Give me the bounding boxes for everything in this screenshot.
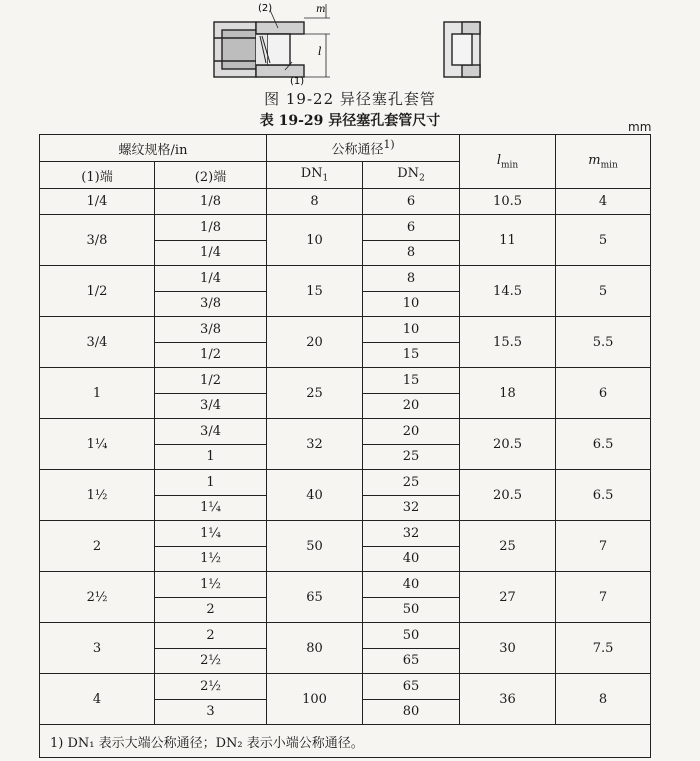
- cell-dn1: 15: [267, 266, 363, 317]
- cell-dn2: 15: [363, 368, 460, 394]
- cell-mmin: 4: [556, 189, 651, 215]
- header-thread-spec: 螺纹规格/in: [40, 135, 267, 162]
- header-dn2-sub: 2: [419, 173, 425, 184]
- cell-end2: 3: [155, 699, 267, 725]
- header-nominal-note: 1): [383, 138, 395, 152]
- cell-dn2: 65: [363, 648, 460, 674]
- cell-end2: 1/8: [155, 215, 267, 241]
- cell-end1: 2: [40, 521, 155, 572]
- cell-dn2: 25: [363, 470, 460, 496]
- cell-end2: 1¼: [155, 521, 267, 547]
- cell-mmin: 6.5: [556, 470, 651, 521]
- cell-end2: 1/2: [155, 342, 267, 368]
- cell-dn2: 8: [363, 266, 460, 292]
- header-lmin: [460, 135, 556, 189]
- cell-end2: 2½: [155, 674, 267, 700]
- cell-dn1: 50: [267, 521, 363, 572]
- header-mmin: [556, 135, 651, 189]
- cell-mmin: 8: [556, 674, 651, 725]
- cell-dn2: 50: [363, 597, 460, 623]
- cell-end2: 2: [155, 597, 267, 623]
- cell-end2: 1: [155, 444, 267, 470]
- cell-lmin: 25: [460, 521, 556, 572]
- label-m: m: [316, 4, 326, 15]
- cell-end1: 4: [40, 674, 155, 725]
- cell-lmin: 36: [460, 674, 556, 725]
- header-mmin-symbol: m: [588, 152, 601, 168]
- cell-dn1: 32: [267, 419, 363, 470]
- cell-end2: 3/4: [155, 393, 267, 419]
- cell-mmin: 5: [556, 215, 651, 266]
- cell-dn1: 8: [267, 189, 363, 215]
- cell-lmin: 11: [460, 215, 556, 266]
- cell-dn2: 20: [363, 393, 460, 419]
- label-end1: (1): [290, 76, 305, 87]
- table-row: [40, 215, 651, 241]
- cell-lmin: 27: [460, 572, 556, 623]
- table-row: [40, 674, 651, 700]
- cell-end1: 3: [40, 623, 155, 674]
- table-row: [40, 189, 651, 215]
- cell-dn1: 65: [267, 572, 363, 623]
- cell-dn1: 100: [267, 674, 363, 725]
- cell-end1: 1½: [40, 470, 155, 521]
- bushing-main-view: [214, 4, 330, 77]
- cell-dn2: 10: [363, 317, 460, 343]
- cell-lmin: 30: [460, 623, 556, 674]
- bushing-side-view: [444, 22, 480, 77]
- footnote: 1) DN₁ 表示大端公称通径；DN₂ 表示小端公称通径。: [40, 725, 651, 758]
- header-lmin-symbol: l: [496, 152, 501, 168]
- header-nominal: [267, 135, 460, 162]
- cell-dn1: 25: [267, 368, 363, 419]
- header-lmin-sub: min: [501, 160, 519, 171]
- cell-dn2: 6: [363, 189, 460, 215]
- cell-mmin: 7.5: [556, 623, 651, 674]
- header-dn2: [363, 162, 460, 189]
- header-dn1-sub: 1: [322, 173, 329, 184]
- table-row: [40, 470, 651, 496]
- table-row: [40, 572, 651, 598]
- cell-dn2: 80: [363, 699, 460, 725]
- header-mmin-sub: min: [600, 160, 618, 171]
- cell-dn2: 10: [363, 291, 460, 317]
- table-row: [40, 521, 651, 547]
- header-end2: (2)端: [155, 162, 267, 189]
- table-row: [40, 317, 651, 343]
- cell-dn1: 20: [267, 317, 363, 368]
- cell-end2: 1: [155, 470, 267, 496]
- figure-caption: 图 19-22 异径塞孔套管: [264, 90, 436, 108]
- cell-mmin: 6.5: [556, 419, 651, 470]
- cell-lmin: 15.5: [460, 317, 556, 368]
- cell-dn2: 65: [363, 674, 460, 700]
- label-end2: (2): [258, 3, 273, 14]
- cell-end2: 1/4: [155, 266, 267, 292]
- cell-end2: 3/4: [155, 419, 267, 445]
- cell-lmin: 18: [460, 368, 556, 419]
- bushing-drawing-svg: [0, 0, 700, 95]
- cell-end2: 1¼: [155, 495, 267, 521]
- cell-dn2: 40: [363, 572, 460, 598]
- cell-end2: 3/8: [155, 317, 267, 343]
- cell-lmin: 14.5: [460, 266, 556, 317]
- cell-end1: 1/2: [40, 266, 155, 317]
- cell-dn2: 8: [363, 240, 460, 266]
- cell-mmin: 7: [556, 572, 651, 623]
- header-end1: (1)端: [40, 162, 155, 189]
- cell-lmin: 10.5: [460, 189, 556, 215]
- cell-mmin: 5.5: [556, 317, 651, 368]
- cell-end1: 1: [40, 368, 155, 419]
- cell-end2: 2: [155, 623, 267, 649]
- cell-lmin: 20.5: [460, 470, 556, 521]
- header-dn1: [267, 162, 363, 189]
- spec-table-body: [40, 135, 651, 758]
- spec-table: [39, 134, 651, 758]
- cell-end2: 1½: [155, 546, 267, 572]
- cell-dn2: 15: [363, 342, 460, 368]
- cell-end2: 1/8: [155, 189, 267, 215]
- cell-dn1: 40: [267, 470, 363, 521]
- cell-dn2: 40: [363, 546, 460, 572]
- header-dn1-text: DN: [300, 166, 323, 182]
- table-row: [40, 623, 651, 649]
- table-row: [40, 266, 651, 292]
- table-caption: 表 19-29 异径塞孔套管尺寸: [259, 113, 441, 129]
- cell-end1: 1/4: [40, 189, 155, 215]
- table-row: [40, 368, 651, 394]
- figure-drawing: [0, 0, 700, 95]
- cell-end2: 1½: [155, 572, 267, 598]
- header-nominal-text: 公称通径: [331, 142, 384, 158]
- cell-mmin: 5: [556, 266, 651, 317]
- cell-dn2: 32: [363, 495, 460, 521]
- cell-end1: 3/8: [40, 215, 155, 266]
- cell-end2: 1/4: [155, 240, 267, 266]
- cell-end2: 3/8: [155, 291, 267, 317]
- cell-dn2: 32: [363, 521, 460, 547]
- cell-end1: 2½: [40, 572, 155, 623]
- unit-label: mm: [628, 120, 652, 134]
- cell-lmin: 20.5: [460, 419, 556, 470]
- cell-end2: 1/2: [155, 368, 267, 394]
- cell-dn2: 6: [363, 215, 460, 241]
- cell-mmin: 6: [556, 368, 651, 419]
- table-row: [40, 419, 651, 445]
- label-l: l: [318, 45, 322, 58]
- cell-dn2: 25: [363, 444, 460, 470]
- cell-end2: 2½: [155, 648, 267, 674]
- cell-dn1: 10: [267, 215, 363, 266]
- cell-dn1: 80: [267, 623, 363, 674]
- footnote-row: [40, 725, 651, 758]
- cell-dn2: 50: [363, 623, 460, 649]
- cell-end1: 1¼: [40, 419, 155, 470]
- cell-mmin: 7: [556, 521, 651, 572]
- cell-dn2: 20: [363, 419, 460, 445]
- header-dn2-text: DN: [397, 166, 420, 182]
- cell-end1: 3/4: [40, 317, 155, 368]
- header-row-1: [40, 135, 651, 162]
